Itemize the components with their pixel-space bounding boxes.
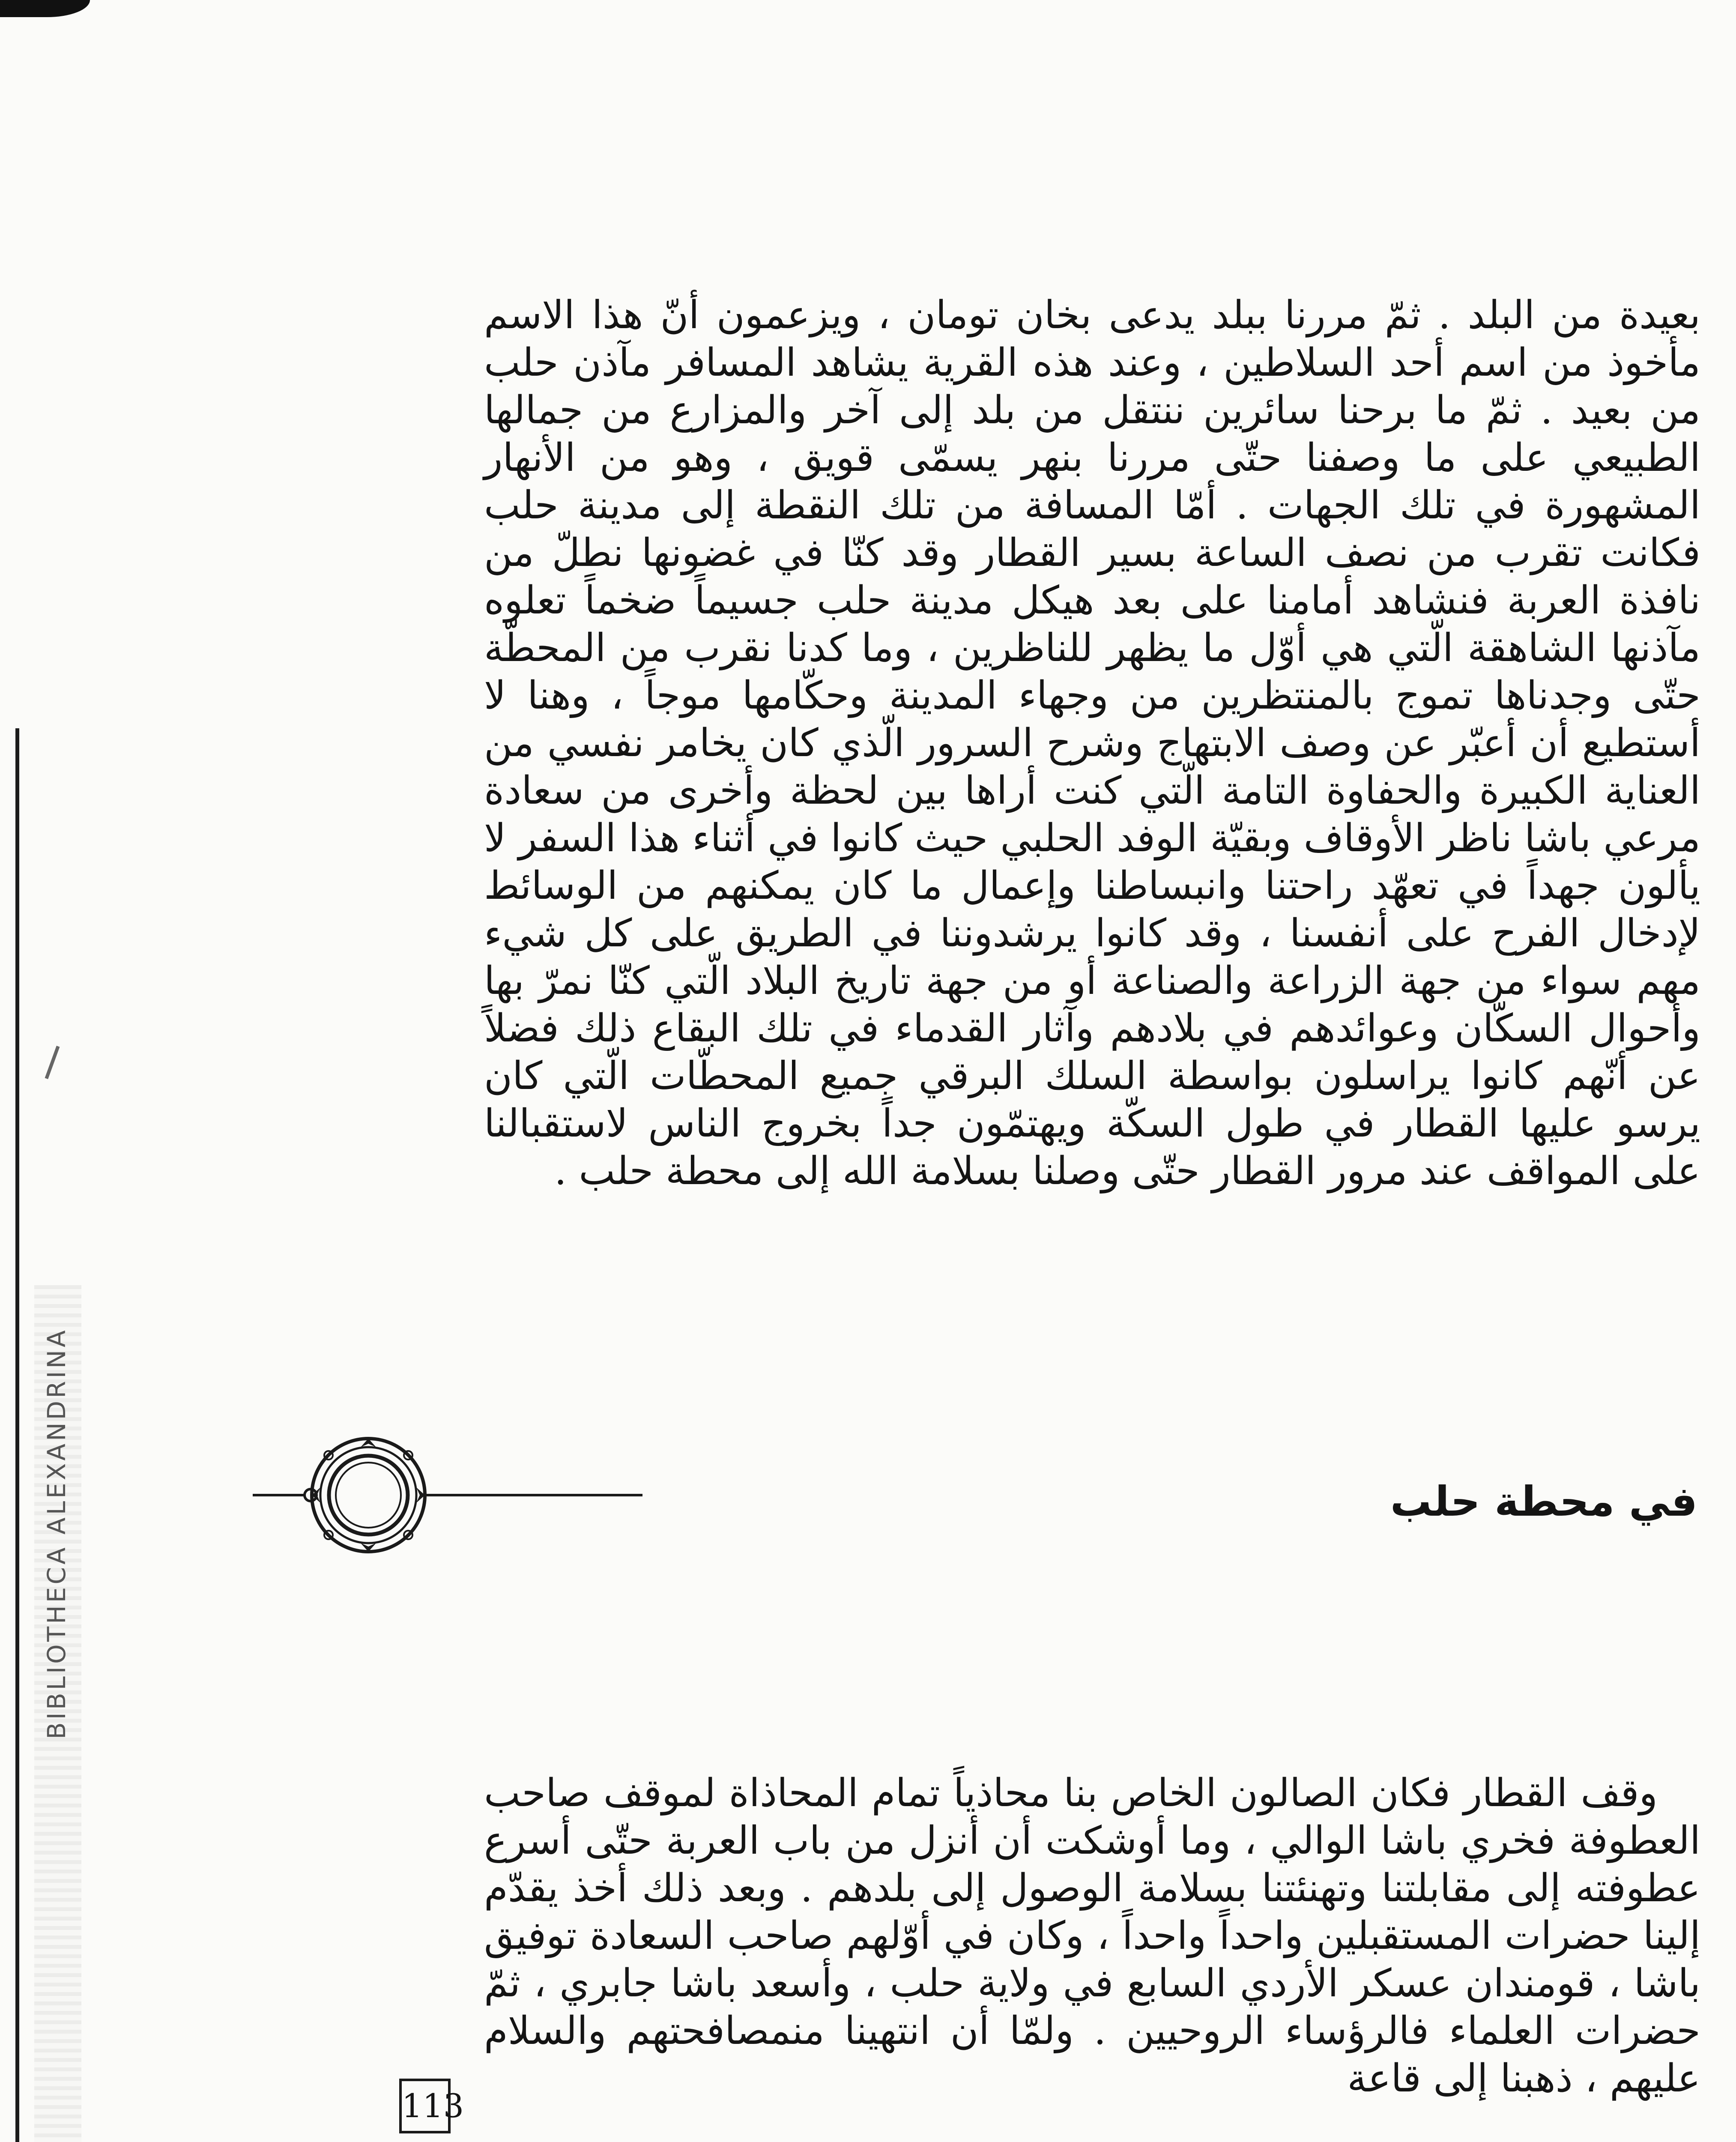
page-number: 113	[399, 2079, 451, 2133]
section-heading: في محطة حلب	[1390, 1478, 1697, 1526]
binding-edge-line	[15, 728, 19, 2142]
body-paragraph-1: بعيدة من البلد . ثمّ مررنا ببلد يدعى بخان تومان ، ويزعمون أنّ هذا الاسم مأخوذ من اسم أحد السلاطين ، وعند هذه القرية يشاهد المسافر مآذن حلب من بعيد . ثمّ ما برحنا سائرين ننتقل من بلد إلى آخر والمزارع من جمالها الطبيعي على ما وصفنا حتّى مررنا بنهر يسمّى قويق ، وهو من الأنهار المشهورة في تلك الجهات . أمّا المسافة من تلك النقطة إلى مدينة حلب فكانت تقرب من نصف الساعة بسير القطار وقد كنّا في غضونها نطلّ من نافذة العربة فنشاهد أمامنا على بعد هيكل مدينة حلب جسيماً ضخماً تعلوه مآذنها الشاهقة الّتي هي أوّل ما يظهر للناظرين ، وما كدنا نقرب من المحطّة حتّى وجدناها تموج بالمنتظرين من وجهاء المدينة وحكّامها موجاً ، وهنا لا أستطيع أن أعبّر عن وصف الابتهاج وشرح السرور الّذي كان يخامر نفسي من العناية الكبيرة والحفاوة التامة الّتي كنت أراها بين لحظة وأخرى من سعادة مرعي باشا ناظر الأوقاف وبقيّة الوفد الحلبي حيث كانوا في أثناء هذا السفر لا يألون جهداً في تعهّد راحتنا وانبساطنا وإعمال ما كان يمكنهم من الوسائط لإدخال الفرح على أنفسنا ، وقد كانوا يرشدوننا في الطريق على كل شيء مهم سواء من جهة الزراعة والصناعة أو من جهة تاريخ البلاد الّتي كنّا نمرّ بها وأحوال السكّان وعوائدهم في بلادهم وآثار القدماء في تلك البقاع ذلك فضلاً عن أنّهم كانوا يراسلون بواسطة السلك البرقي جميع المحطّات الّتي كان يرسو عليها القطار في طول السكّة ويهتمّون جداً بخروج الناس لاستقبالنا على المواقف عند مرور القطار حتّى وصلنا بسلامة الله إلى محطة حلب .	[484, 293, 1700, 1194]
body-paragraph-2: وقف القطار فكان الصالون الخاص بنا محاذياً تمام المحاذاة لموقف صاحب العطوفة فخري باشا الوالي ، وما أوشكت أن أنزل من باب العربة حتّى أسرع عطوفته إلى مقابلتنا وتهنئتنا بسلامة الوصول إلى بلدهم . وبعد ذلك أخذ يقدّم إلينا حضرات المستقبلين واحداً واحداً ، وكان في أوّلهم صاحب السعادة توفيق باشا ، قومندان عسكر الأردي السابع في ولاية حلب ، وأسعد باشا جابري ، ثمّ حضرات العلماء فالرؤساء الروحيين . ولمّا أن انتهينا منمصافحتهم والسلام عليهم ، ذهبنا إلى قاعة	[484, 1771, 1700, 2101]
page-corner-shadow	[0, 0, 90, 17]
library-stamp-text: BIBLIOTHECA ALEXANDRINA	[42, 1328, 71, 1739]
library-margin-stamp	[36, 1328, 77, 1739]
margin-mark	[45, 1046, 60, 1079]
section-ornament	[240, 1409, 668, 1581]
